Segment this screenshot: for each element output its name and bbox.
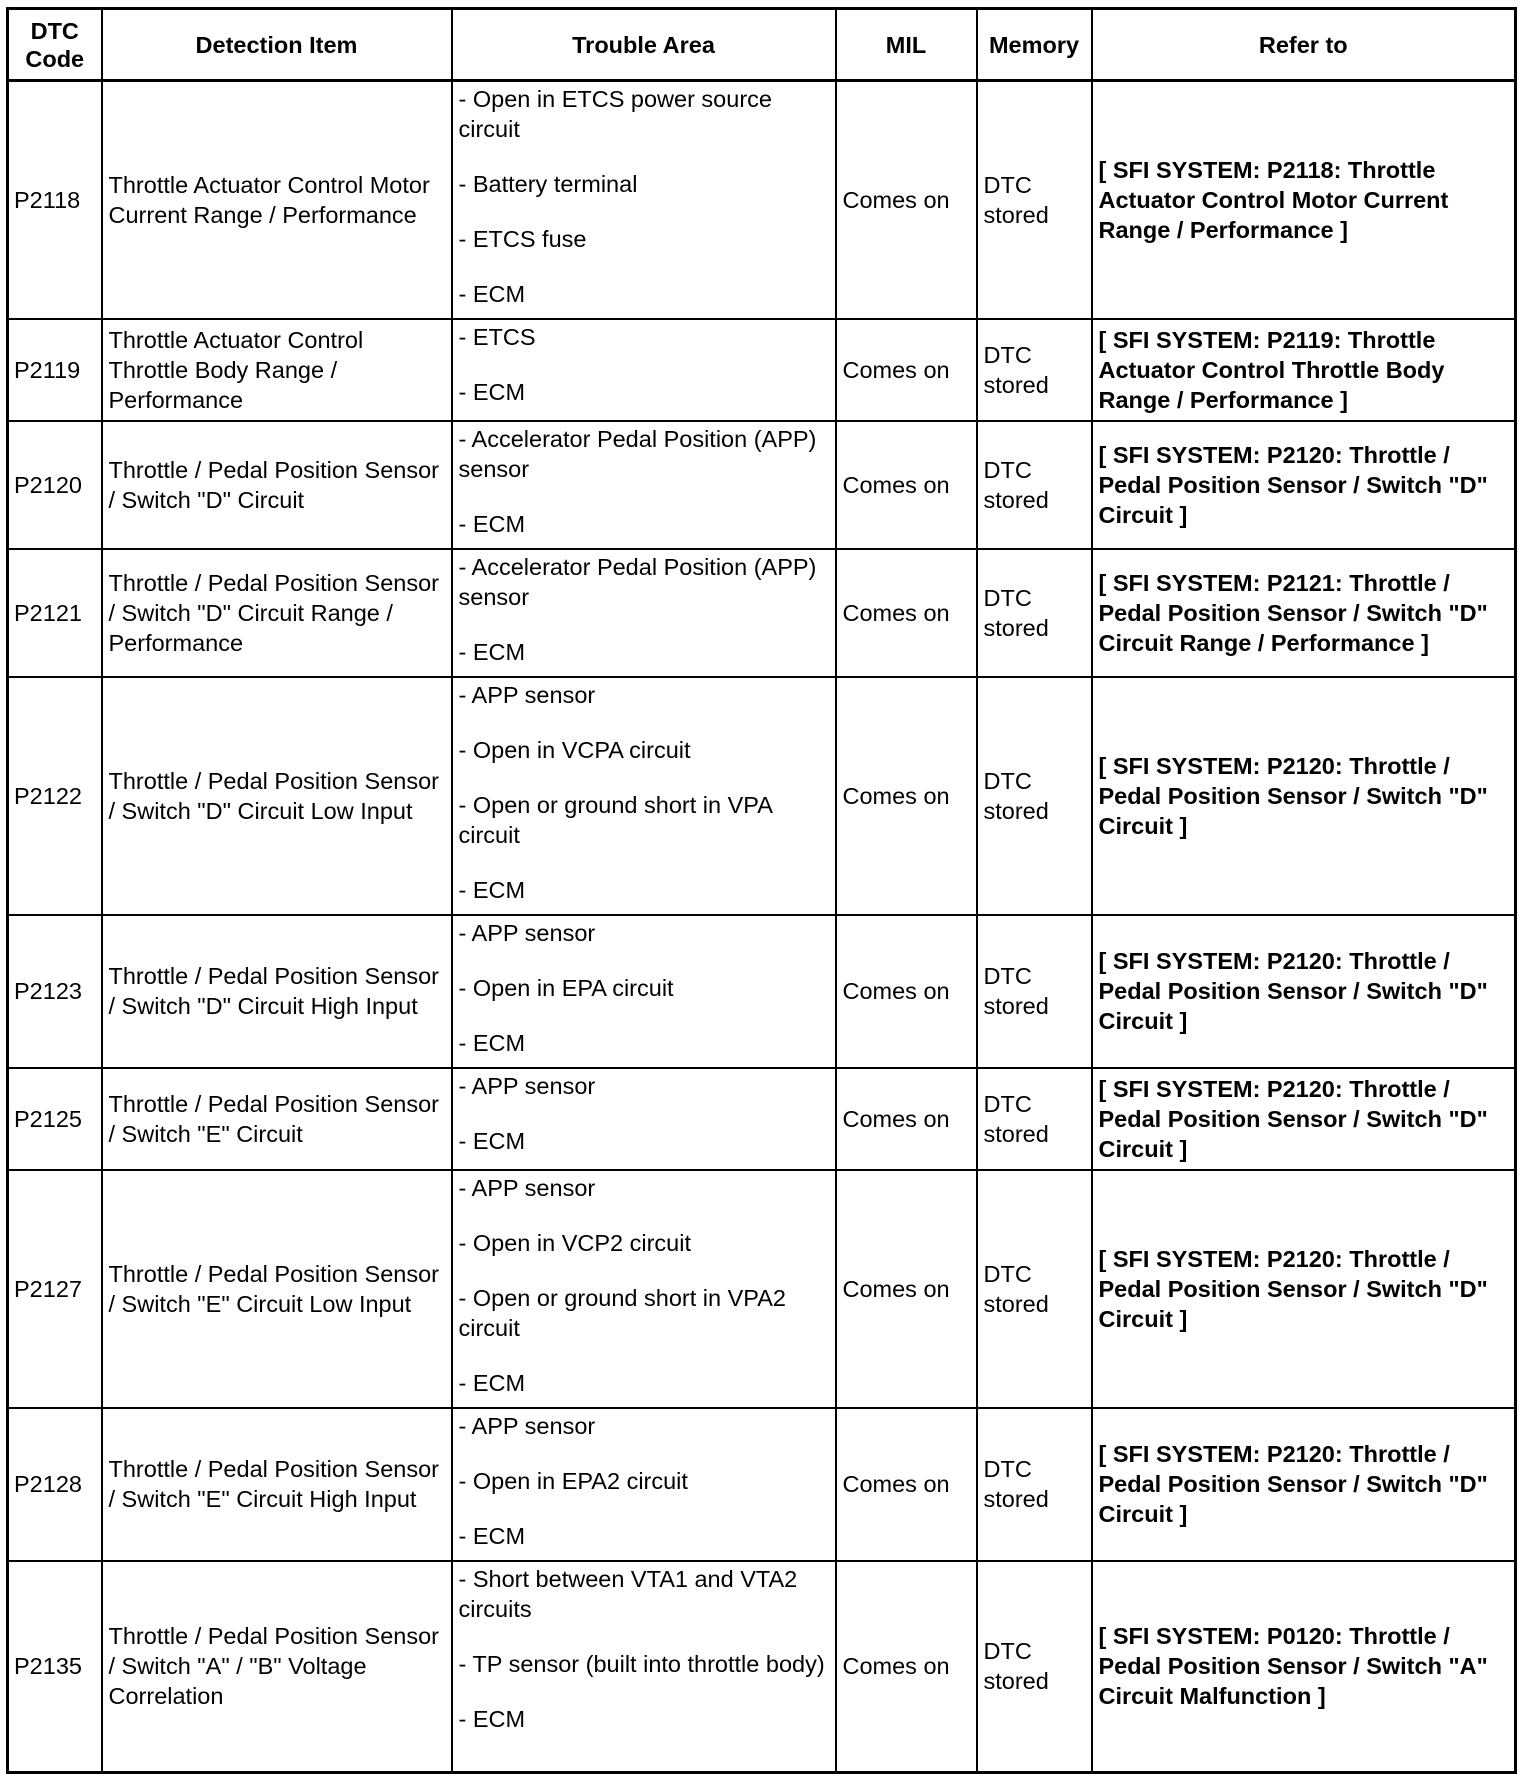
mil-cell: Comes on — [836, 1561, 977, 1773]
trouble-area-item: - Open in ETCS power source circuit — [458, 86, 772, 142]
trouble-area-cell — [452, 1170, 836, 1408]
trouble-area-item: - Short between VTA1 and VTA2 circuits — [458, 1565, 798, 1622]
memory-cell: DTC stored — [977, 915, 1092, 1068]
trouble-area-item: - ECM — [458, 1029, 526, 1056]
trouble-area-item: - ECM — [458, 876, 526, 903]
dtc-code-cell: P2123 — [8, 915, 102, 1068]
trouble-area-item: - ECM — [458, 281, 526, 307]
refer-to-cell: [ SFI SYSTEM: P2120: Throttle / Pedal Position Sensor / Switch "D" Circuit ] — [1092, 1408, 1516, 1561]
refer-to-cell: [ SFI SYSTEM: P2118: Throttle Actuator Control Motor Current Range / Performance ] — [1092, 81, 1516, 319]
header-dtc-code-line2: Code — [25, 45, 85, 72]
refer-to-cell: [ SFI SYSTEM: P2121: Throttle / Pedal Position Sensor / Switch "D" Circuit Range / Performance ] — [1092, 549, 1516, 677]
detection-item-cell: Throttle / Pedal Position Sensor / Switch "E" Circuit — [102, 1068, 452, 1170]
trouble-area-cell — [452, 549, 836, 677]
refer-to-cell: [ SFI SYSTEM: P2120: Throttle / Pedal Position Sensor / Switch "D" Circuit ] — [1092, 915, 1516, 1068]
trouble-area-item: - APP sensor — [458, 1412, 596, 1439]
refer-to-cell: [ SFI SYSTEM: P2119: Throttle Actuator Control Throttle Body Range / Performance ] — [1092, 319, 1516, 421]
table-row — [8, 319, 1516, 421]
mil-cell: Comes on — [836, 319, 977, 421]
trouble-area-item: - ECM — [458, 1705, 526, 1732]
trouble-area-item: - Open in VCP2 circuit — [458, 1229, 691, 1256]
trouble-area-item: - APP sensor — [458, 681, 596, 708]
mil-cell: Comes on — [836, 1408, 977, 1561]
trouble-area-item: - ECM — [458, 510, 526, 537]
trouble-area-cell — [452, 319, 836, 421]
detection-item-cell: Throttle Actuator Control Throttle Body Range / Performance — [102, 319, 452, 421]
dtc-code-cell: P2118 — [8, 81, 102, 319]
memory-cell: DTC stored — [977, 81, 1092, 319]
dtc-code-cell: P2135 — [8, 1561, 102, 1773]
refer-to-cell: [ SFI SYSTEM: P2120: Throttle / Pedal Position Sensor / Switch "D" Circuit ] — [1092, 677, 1516, 915]
table-row — [8, 421, 1516, 549]
dtc-code-cell: P2128 — [8, 1408, 102, 1561]
detection-item-cell: Throttle / Pedal Position Sensor / Switch "D" Circuit High Input — [102, 915, 452, 1068]
memory-cell: DTC stored — [977, 421, 1092, 549]
trouble-area-item: - Battery terminal — [458, 171, 638, 197]
header-dtc-code — [8, 9, 102, 81]
trouble-area-cell — [452, 81, 836, 319]
detection-item-cell: Throttle / Pedal Position Sensor / Switch "E" Circuit High Input — [102, 1408, 452, 1561]
trouble-area-item: - Accelerator Pedal Position (APP) sensor — [458, 425, 817, 482]
mil-cell: Comes on — [836, 915, 977, 1068]
table-row — [8, 1561, 1516, 1773]
trouble-area-cell — [452, 421, 836, 549]
dtc-code-cell: P2122 — [8, 677, 102, 915]
memory-cell: DTC stored — [977, 1068, 1092, 1170]
trouble-area-cell — [452, 915, 836, 1068]
header-memory: Memory — [977, 9, 1092, 81]
dtc-code-cell: P2120 — [8, 421, 102, 549]
table-row — [8, 1170, 1516, 1408]
memory-cell: DTC stored — [977, 1561, 1092, 1773]
trouble-area-item: - Accelerator Pedal Position (APP) sensor — [458, 553, 817, 610]
trouble-area-item: - ETCS — [458, 323, 536, 350]
memory-cell: DTC stored — [977, 1170, 1092, 1408]
memory-cell: DTC stored — [977, 1408, 1092, 1561]
trouble-area-cell — [452, 1561, 836, 1773]
mil-cell: Comes on — [836, 677, 977, 915]
trouble-area-item: - ETCS fuse — [458, 226, 587, 252]
trouble-area-item: - APP sensor — [458, 1072, 596, 1099]
detection-item-cell: Throttle / Pedal Position Sensor / Switch "D" Circuit Range / Performance — [102, 549, 452, 677]
detection-item-cell: Throttle / Pedal Position Sensor / Switch "D" Circuit — [102, 421, 452, 549]
dtc-code-cell: P2119 — [8, 319, 102, 421]
table-row — [8, 677, 1516, 915]
mil-cell: Comes on — [836, 421, 977, 549]
table-body — [8, 81, 1516, 1773]
trouble-area-item: - APP sensor — [458, 919, 596, 946]
dtc-code-cell: P2125 — [8, 1068, 102, 1170]
trouble-area-item: - ECM — [458, 1369, 526, 1396]
dtc-code-cell: P2127 — [8, 1170, 102, 1408]
table-row — [8, 1068, 1516, 1170]
refer-to-cell: [ SFI SYSTEM: P2120: Throttle / Pedal Position Sensor / Switch "D" Circuit ] — [1092, 421, 1516, 549]
table-row — [8, 81, 1516, 319]
detection-item-cell: Throttle / Pedal Position Sensor / Switch "E" Circuit Low Input — [102, 1170, 452, 1408]
trouble-area-item: - ECM — [458, 1127, 526, 1154]
trouble-area-cell — [452, 1068, 836, 1170]
trouble-area-item: - TP sensor (built into throttle body) — [458, 1650, 825, 1677]
header-detection-item: Detection Item — [102, 9, 452, 81]
dtc-table — [6, 7, 1517, 1774]
table-row — [8, 1408, 1516, 1561]
mil-cell: Comes on — [836, 549, 977, 677]
detection-item-cell: Throttle / Pedal Position Sensor / Switch "A" / "B" Voltage Correlation — [102, 1561, 452, 1773]
table-row — [8, 549, 1516, 677]
mil-cell: Comes on — [836, 1068, 977, 1170]
trouble-area-item: - APP sensor — [458, 1174, 596, 1201]
memory-cell: DTC stored — [977, 677, 1092, 915]
table-header-row — [8, 9, 1516, 81]
header-trouble-area: Trouble Area — [452, 9, 836, 81]
trouble-area-item: - ECM — [458, 1522, 526, 1549]
trouble-area-item: - ECM — [458, 638, 526, 665]
memory-cell: DTC stored — [977, 549, 1092, 677]
trouble-area-item: - Open or ground short in VPA2 circuit — [458, 1284, 786, 1341]
trouble-area-item: - Open in VCPA circuit — [458, 736, 691, 763]
mil-cell: Comes on — [836, 1170, 977, 1408]
refer-to-cell: [ SFI SYSTEM: P2120: Throttle / Pedal Position Sensor / Switch "D" Circuit ] — [1092, 1068, 1516, 1170]
trouble-area-item: - Open or ground short in VPA circuit — [458, 791, 772, 848]
memory-cell: DTC stored — [977, 319, 1092, 421]
detection-item-cell: Throttle Actuator Control Motor Current Range / Performance — [102, 81, 452, 319]
trouble-area-cell — [452, 1408, 836, 1561]
refer-to-cell: [ SFI SYSTEM: P2120: Throttle / Pedal Position Sensor / Switch "D" Circuit ] — [1092, 1170, 1516, 1408]
refer-to-cell: [ SFI SYSTEM: P0120: Throttle / Pedal Position Sensor / Switch "A" Circuit Malfunction ] — [1092, 1561, 1516, 1773]
header-dtc-code-line1: DTC — [30, 17, 79, 44]
trouble-area-cell — [452, 677, 836, 915]
table-row — [8, 915, 1516, 1068]
trouble-area-item: - Open in EPA2 circuit — [458, 1467, 688, 1494]
dtc-code-cell: P2121 — [8, 549, 102, 677]
header-mil: MIL — [836, 9, 977, 81]
trouble-area-item: - ECM — [458, 378, 526, 405]
detection-item-cell: Throttle / Pedal Position Sensor / Switch "D" Circuit Low Input — [102, 677, 452, 915]
header-refer-to: Refer to — [1092, 9, 1516, 81]
trouble-area-item: - Open in EPA circuit — [458, 974, 674, 1001]
mil-cell: Comes on — [836, 81, 977, 319]
